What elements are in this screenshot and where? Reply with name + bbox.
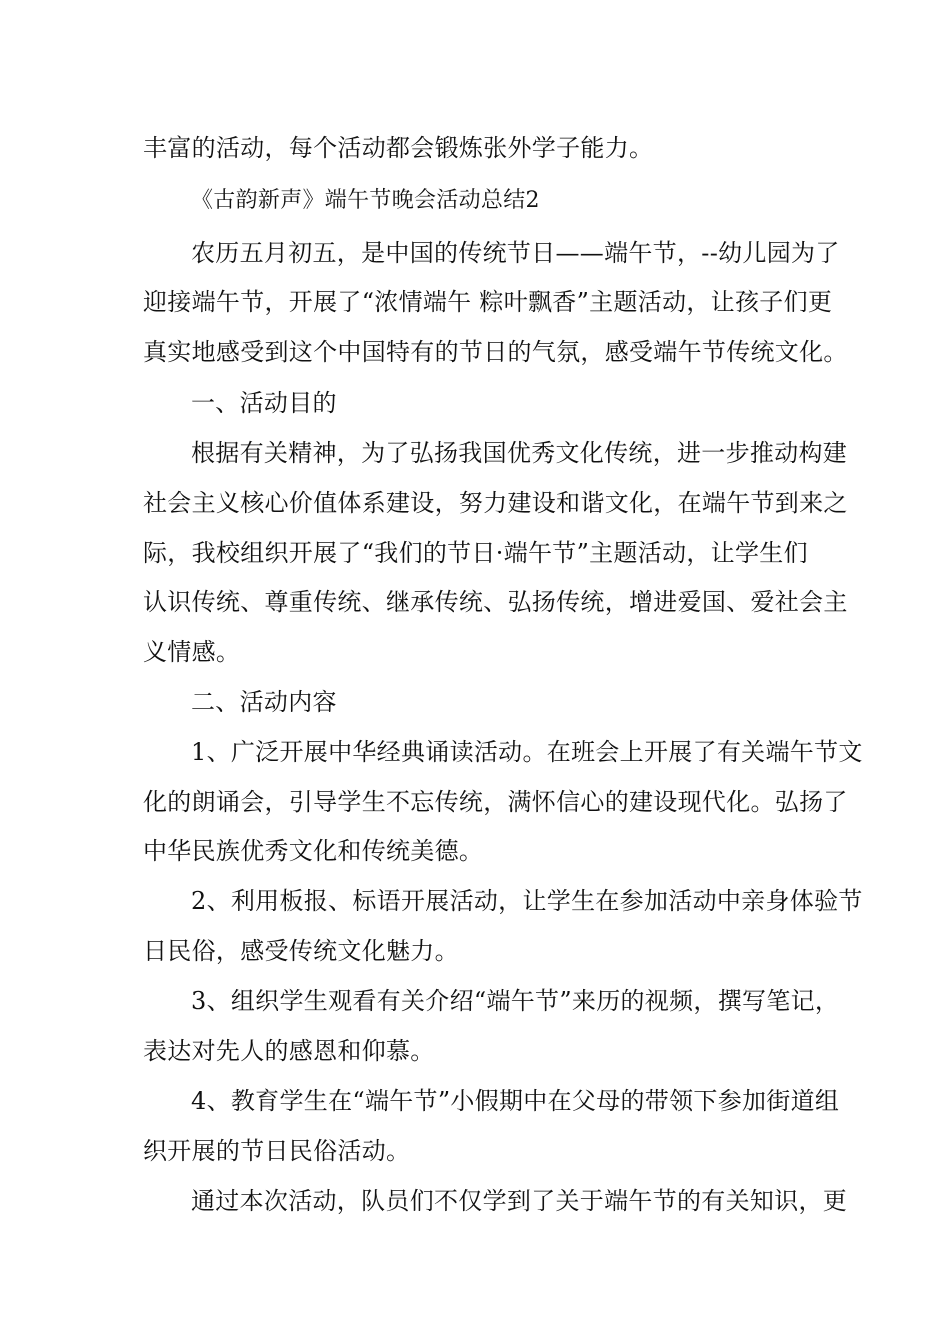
text-line: 织开展的节日民俗活动。: [143, 1137, 411, 1165]
text-line: 化的朗诵会，引导学生不忘传统，满怀信心的建设现代化。弘扬了: [143, 788, 848, 816]
text-line: 真实地感受到这个中国特有的节日的气氛，感受端午节传统文化。: [143, 338, 848, 366]
text-line: 日民俗，感受传统文化魅力。: [143, 937, 459, 965]
text-line: 3、组织学生观看有关介绍“端午节”来历的视频，撰写笔记，: [191, 987, 840, 1015]
text-line: 社会主义核心价值体系建设，努力建设和谐文化，在端午节到来之: [143, 489, 848, 517]
text-line: 中华民族优秀文化和传统美德。: [143, 837, 484, 865]
text-line: 1、广泛开展中华经典诵读活动。在班会上开展了有关端午节文: [191, 738, 863, 766]
text-line: 通过本次活动，队员们不仅学到了关于端午节的有关知识，更: [191, 1187, 848, 1215]
text-line: 表达对先人的感恩和仰慕。: [143, 1037, 435, 1065]
text-line: 根据有关精神，为了弘扬我国优秀文化传统，进一步推动构建: [191, 439, 848, 467]
text-line: 2、利用板报、标语开展活动，让学生在参加活动中亲身体验节: [191, 887, 863, 915]
text-line: 际，我校组织开展了“我们的节日·端午节”主题活动，让学生们: [143, 539, 808, 567]
text-line: 丰富的活动，每个活动都会锻炼张外学子能力。: [143, 134, 654, 162]
text-line: 迎接端午节，开展了“浓情端午 粽叶飘香”主题活动，让孩子们更: [143, 288, 833, 316]
text-line: 4、教育学生在“端午节”小假期中在父母的带领下参加街道组: [191, 1087, 840, 1115]
section-title: 《古韵新声》端午节晚会活动总结2: [191, 188, 540, 213]
text-line: 认识传统、尊重传统、继承传统、弘扬传统，增进爱国、爱社会主: [143, 588, 848, 616]
text-line: 农历五月初五，是中国的传统节日——端午节，--幼儿园为了: [191, 239, 840, 267]
text-line: 义情感。: [143, 638, 241, 666]
subheading: 二、活动内容: [191, 688, 337, 716]
subheading: 一、活动目的: [191, 389, 337, 417]
